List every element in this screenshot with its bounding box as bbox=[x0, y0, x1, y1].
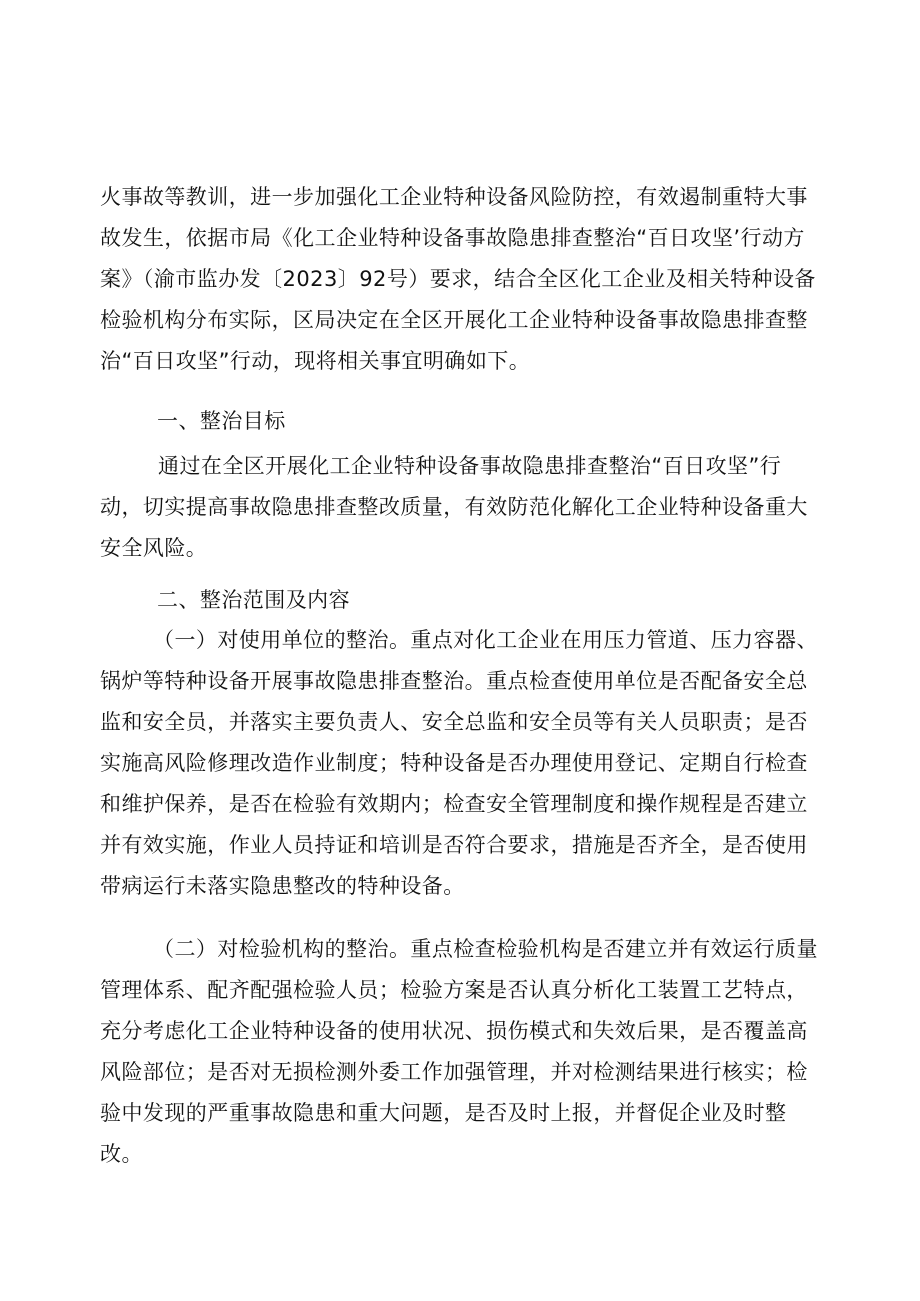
goals-paragraph: 通过在全区开展化工企业特种设备事故隐患排查整治“百日攻坚”行动，切实提高事故隐患排查整改质量，有效防范化解化工企业特种设备重大安全风险。 bbox=[100, 454, 808, 560]
subsection-inspection-agencies: （二）对检验机构的整治。重点检查检验机构是否建立并有效运行质量管理体系、配齐配强检验人员；检验方案是否认真分析化工装置工艺特点，充分考虑化工企业特种设备的使用状况、损伤模式和失效后果，是否覆盖高风险部位；是否对无损检测外委工作加强管理，并对检测结果进行核实；检验中发现的严重事故隐患和重大问题，是否及时上报，并督促企业及时整改。 bbox=[100, 937, 818, 1166]
subsection-user-units: （一）对使用单位的整治。重点对化工企业在用压力管道、压力容器、锅炉等特种设备开展事故隐患排查整治。重点检查使用单位是否配备安全总监和安全员，并落实主要负责人、安全总监和安全员等有关人员职责；是否实施高风险修理改造作业制度；特种设备是否办理使用登记、定期自行检查和维护保养，是否在检验有效期内；检查安全管理制度和操作规程是否建立并有效实施，作业人员持证和培训是否符合要求，措施是否齐全，是否使用带病运行未落实隐患整改的特种设备。 bbox=[100, 628, 818, 898]
section-heading-goals: 一、整治目标 bbox=[157, 409, 286, 433]
intro-paragraph: 火事故等教训，进一步加强化工企业特种设备风险防控，有效遏制重特大事故发生，依据市局《化工企业特种设备事故隐患排查整治“百日攻坚’行动方案》（渝市监办发〔2023〕92号）要求，结合全区化工企业及相关特种设备检验机构分布实际，区局决定在全区开展化工企业特种设备事故隐患排查整治“百日攻坚”行动，现将相关事宜明确如下。 bbox=[100, 185, 816, 373]
section-heading-scope: 二、整治范围及内容 bbox=[157, 588, 351, 612]
